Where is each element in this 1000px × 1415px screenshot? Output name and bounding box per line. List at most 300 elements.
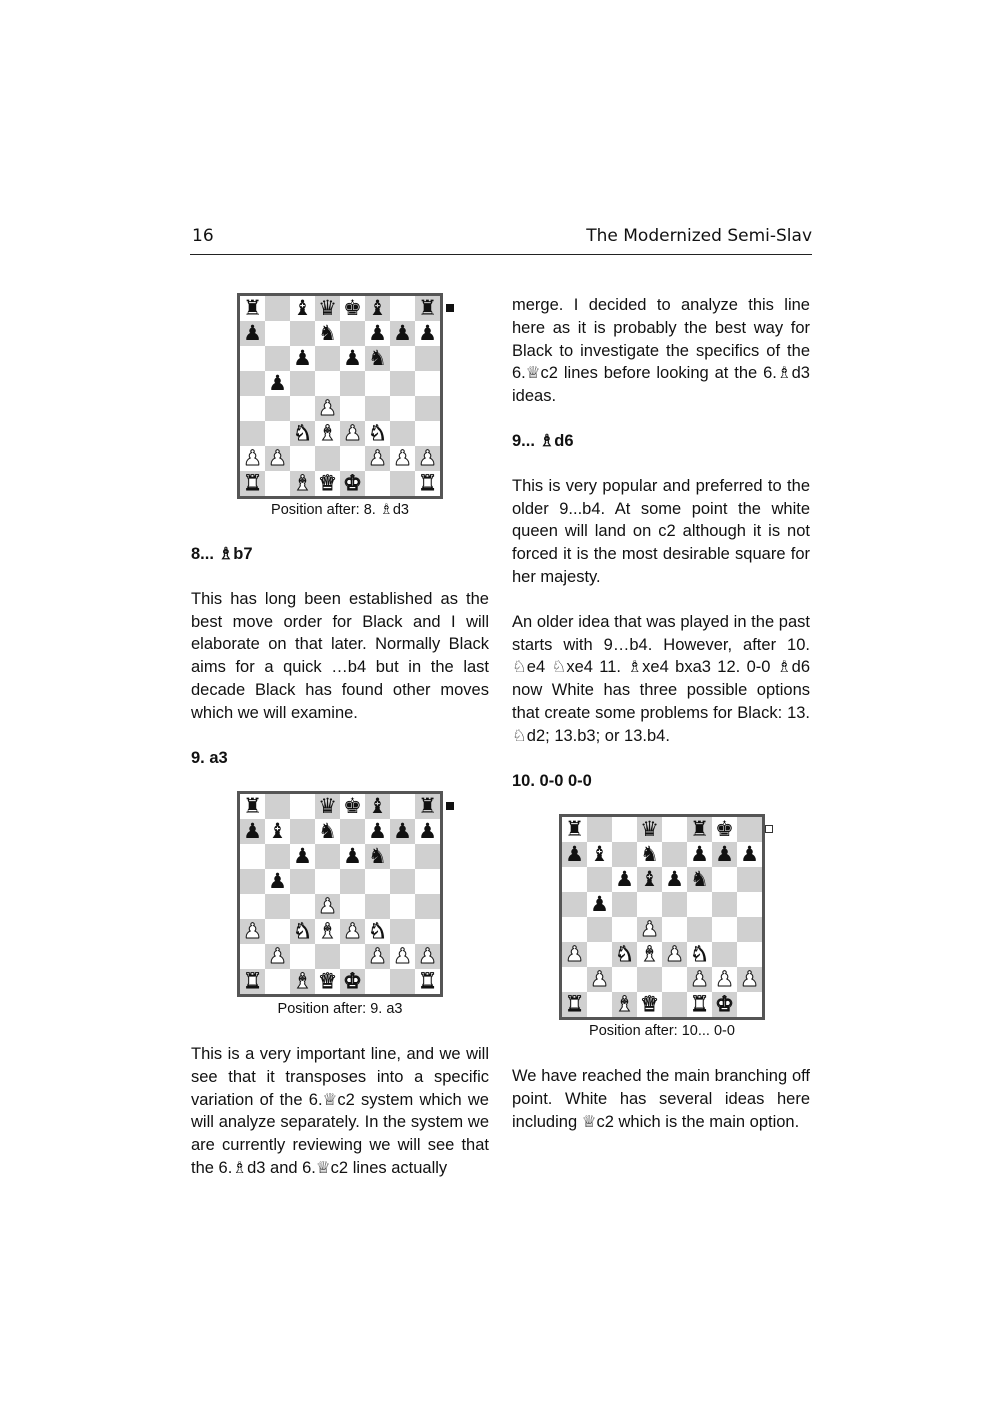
black-pawn-icon: ♟ bbox=[293, 844, 312, 868]
black-knight-icon: ♞ bbox=[318, 321, 337, 345]
square-g2 bbox=[390, 446, 415, 471]
square-g8 bbox=[712, 817, 737, 842]
square-e2 bbox=[662, 967, 687, 992]
square-d1 bbox=[315, 969, 340, 994]
square-d3 bbox=[637, 942, 662, 967]
square-b8 bbox=[265, 794, 290, 819]
white-pawn-icon: ♟ bbox=[418, 944, 437, 968]
white-pawn-icon: ♟ bbox=[243, 446, 262, 470]
white-queen-icon: ♛ bbox=[318, 969, 337, 993]
square-c6 bbox=[612, 867, 637, 892]
white-pawn-icon: ♟ bbox=[740, 967, 759, 991]
square-d8 bbox=[315, 296, 340, 321]
square-g3 bbox=[390, 421, 415, 446]
square-c1 bbox=[290, 969, 315, 994]
white-knight-icon: ♞ bbox=[368, 919, 387, 943]
square-e7 bbox=[340, 321, 365, 346]
square-e4 bbox=[662, 917, 687, 942]
square-c2 bbox=[612, 967, 637, 992]
square-d2 bbox=[637, 967, 662, 992]
square-a4 bbox=[240, 396, 265, 421]
white-pawn-icon: ♟ bbox=[368, 944, 387, 968]
square-e6 bbox=[340, 346, 365, 371]
square-f4 bbox=[687, 917, 712, 942]
black-rook-icon: ♜ bbox=[690, 817, 709, 841]
square-f5 bbox=[365, 869, 390, 894]
square-d6 bbox=[315, 346, 340, 371]
white-bishop-icon: ♝ bbox=[318, 421, 337, 445]
square-a8 bbox=[562, 817, 587, 842]
square-b1 bbox=[587, 992, 612, 1017]
square-c3 bbox=[612, 942, 637, 967]
diagram-caption: Position after: 9. a3 bbox=[277, 1001, 403, 1017]
white-bishop-icon: ♝ bbox=[640, 942, 659, 966]
diagram-caption: Position after: 10... 0-0 bbox=[589, 1023, 735, 1039]
square-g8 bbox=[390, 296, 415, 321]
square-a7 bbox=[562, 842, 587, 867]
black-pawn-icon: ♟ bbox=[243, 321, 262, 345]
chess-board bbox=[237, 293, 443, 499]
right-column-continued bbox=[512, 1065, 810, 1155]
square-e8 bbox=[662, 817, 687, 842]
white-pawn-icon: ♟ bbox=[393, 446, 412, 470]
square-b6 bbox=[265, 844, 290, 869]
square-d1 bbox=[315, 471, 340, 496]
square-d7 bbox=[315, 321, 340, 346]
square-b2 bbox=[587, 967, 612, 992]
square-f5 bbox=[687, 892, 712, 917]
square-g1 bbox=[390, 969, 415, 994]
square-g7 bbox=[390, 321, 415, 346]
right-column bbox=[512, 294, 810, 814]
square-h8 bbox=[737, 817, 762, 842]
black-pawn-icon: ♟ bbox=[243, 819, 262, 843]
black-bishop-icon: ♝ bbox=[268, 819, 287, 843]
black-pawn-icon: ♟ bbox=[418, 321, 437, 345]
square-c1 bbox=[290, 471, 315, 496]
white-pawn-icon: ♟ bbox=[418, 446, 437, 470]
square-g4 bbox=[390, 894, 415, 919]
square-d4 bbox=[315, 396, 340, 421]
square-h5 bbox=[737, 892, 762, 917]
black-pawn-icon: ♟ bbox=[418, 819, 437, 843]
square-b7 bbox=[265, 321, 290, 346]
square-f8 bbox=[365, 296, 390, 321]
white-pawn-icon: ♟ bbox=[243, 919, 262, 943]
square-c5 bbox=[612, 892, 637, 917]
square-h4 bbox=[737, 917, 762, 942]
square-b5 bbox=[265, 869, 290, 894]
square-e6 bbox=[662, 867, 687, 892]
square-g6 bbox=[390, 844, 415, 869]
square-f2 bbox=[365, 944, 390, 969]
square-g3 bbox=[390, 919, 415, 944]
square-a2 bbox=[240, 944, 265, 969]
square-h2 bbox=[737, 967, 762, 992]
black-pawn-icon: ♟ bbox=[665, 867, 684, 891]
square-c7 bbox=[290, 819, 315, 844]
square-a2 bbox=[562, 967, 587, 992]
square-d7 bbox=[315, 819, 340, 844]
body-paragraph: This has long been established as the best move order for Black and I will elaborate on that later. Normally Black aims for a quick …b4 but in the last decade Black has found other moves which we will examine. bbox=[191, 589, 489, 722]
black-pawn-icon: ♟ bbox=[690, 842, 709, 866]
move-heading: 8... ♗b7 bbox=[191, 545, 253, 563]
square-b1 bbox=[265, 471, 290, 496]
white-rook-icon: ♜ bbox=[418, 471, 437, 495]
square-b7 bbox=[265, 819, 290, 844]
body-paragraph: An older idea that was played in the past starts with 9…b4. However, after 10. ♘e4 ♘xe4 11. ♗xe4 bxa3 12. 0-0 ♗d6 now White has three possible options that create some problems for Black: 13. ♘d2; 13.b3; or 13.b4. bbox=[512, 612, 810, 745]
left-column bbox=[191, 543, 489, 791]
square-g1 bbox=[712, 992, 737, 1017]
black-queen-icon: ♛ bbox=[318, 296, 337, 320]
square-a6 bbox=[562, 867, 587, 892]
white-rook-icon: ♜ bbox=[565, 992, 584, 1016]
black-pawn-icon: ♟ bbox=[590, 892, 609, 916]
square-c3 bbox=[290, 421, 315, 446]
square-b5 bbox=[265, 371, 290, 396]
square-a7 bbox=[240, 819, 265, 844]
white-pawn-icon: ♟ bbox=[715, 967, 734, 991]
square-f8 bbox=[687, 817, 712, 842]
diagram-caption: Position after: 8. ♗d3 bbox=[271, 502, 409, 518]
black-pawn-icon: ♟ bbox=[393, 321, 412, 345]
white-queen-icon: ♛ bbox=[640, 992, 659, 1016]
square-c8 bbox=[290, 296, 315, 321]
square-f7 bbox=[687, 842, 712, 867]
white-bishop-icon: ♝ bbox=[293, 969, 312, 993]
square-d4 bbox=[315, 894, 340, 919]
white-king-icon: ♚ bbox=[715, 992, 734, 1016]
black-pawn-icon: ♟ bbox=[343, 346, 362, 370]
page-header bbox=[190, 226, 812, 255]
square-h8 bbox=[415, 296, 440, 321]
square-e1 bbox=[340, 471, 365, 496]
square-g7 bbox=[712, 842, 737, 867]
square-f8 bbox=[365, 794, 390, 819]
black-pawn-icon: ♟ bbox=[393, 819, 412, 843]
black-rook-icon: ♜ bbox=[418, 794, 437, 818]
white-king-icon: ♚ bbox=[343, 969, 362, 993]
square-h1 bbox=[415, 969, 440, 994]
square-b4 bbox=[265, 894, 290, 919]
white-pawn-icon: ♟ bbox=[343, 421, 362, 445]
black-pawn-icon: ♟ bbox=[740, 842, 759, 866]
square-c8 bbox=[612, 817, 637, 842]
black-pawn-icon: ♟ bbox=[368, 819, 387, 843]
white-pawn-icon: ♟ bbox=[665, 942, 684, 966]
square-b2 bbox=[265, 446, 290, 471]
square-a3 bbox=[240, 919, 265, 944]
black-pawn-icon: ♟ bbox=[565, 842, 584, 866]
square-h6 bbox=[415, 346, 440, 371]
square-f6 bbox=[687, 867, 712, 892]
square-a1 bbox=[240, 471, 265, 496]
black-rook-icon: ♜ bbox=[418, 296, 437, 320]
square-f2 bbox=[365, 446, 390, 471]
square-c8 bbox=[290, 794, 315, 819]
square-e2 bbox=[340, 446, 365, 471]
square-e3 bbox=[662, 942, 687, 967]
move-heading: 10. 0-0 0-0 bbox=[512, 771, 592, 790]
black-queen-icon: ♛ bbox=[318, 794, 337, 818]
square-f7 bbox=[365, 321, 390, 346]
black-knight-icon: ♞ bbox=[368, 346, 387, 370]
square-a1 bbox=[562, 992, 587, 1017]
square-h7 bbox=[415, 321, 440, 346]
square-e8 bbox=[340, 794, 365, 819]
square-g7 bbox=[390, 819, 415, 844]
square-c5 bbox=[290, 869, 315, 894]
white-pawn-icon: ♟ bbox=[318, 396, 337, 420]
black-pawn-icon: ♟ bbox=[268, 371, 287, 395]
black-rook-icon: ♜ bbox=[243, 794, 262, 818]
page-number: 16 bbox=[192, 226, 214, 246]
square-f1 bbox=[687, 992, 712, 1017]
chess-diagram-3 bbox=[559, 814, 765, 1020]
square-a4 bbox=[240, 894, 265, 919]
left-column-continued bbox=[191, 1043, 489, 1202]
white-rook-icon: ♜ bbox=[418, 969, 437, 993]
square-a8 bbox=[240, 794, 265, 819]
square-b7 bbox=[587, 842, 612, 867]
black-king-icon: ♚ bbox=[343, 296, 362, 320]
white-pawn-icon: ♟ bbox=[640, 917, 659, 941]
square-h4 bbox=[415, 894, 440, 919]
square-g3 bbox=[712, 942, 737, 967]
running-title: The Modernized Semi-Slav bbox=[586, 226, 812, 246]
square-d2 bbox=[315, 446, 340, 471]
square-g2 bbox=[390, 944, 415, 969]
square-g4 bbox=[390, 396, 415, 421]
square-f7 bbox=[365, 819, 390, 844]
square-e3 bbox=[340, 919, 365, 944]
square-b5 bbox=[587, 892, 612, 917]
square-a2 bbox=[240, 446, 265, 471]
black-king-icon: ♚ bbox=[343, 794, 362, 818]
square-f1 bbox=[365, 969, 390, 994]
square-h7 bbox=[415, 819, 440, 844]
square-e2 bbox=[340, 944, 365, 969]
square-a3 bbox=[562, 942, 587, 967]
white-bishop-icon: ♝ bbox=[293, 471, 312, 495]
square-f4 bbox=[365, 894, 390, 919]
black-queen-icon: ♛ bbox=[640, 817, 659, 841]
square-d1 bbox=[637, 992, 662, 1017]
black-knight-icon: ♞ bbox=[368, 844, 387, 868]
square-b8 bbox=[587, 817, 612, 842]
square-a8 bbox=[240, 296, 265, 321]
square-b2 bbox=[265, 944, 290, 969]
square-e7 bbox=[662, 842, 687, 867]
square-b6 bbox=[265, 346, 290, 371]
square-c2 bbox=[290, 446, 315, 471]
square-e1 bbox=[340, 969, 365, 994]
white-knight-icon: ♞ bbox=[293, 421, 312, 445]
square-a5 bbox=[240, 371, 265, 396]
side-to-move-marker bbox=[446, 802, 454, 810]
square-e5 bbox=[662, 892, 687, 917]
black-pawn-icon: ♟ bbox=[293, 346, 312, 370]
square-c3 bbox=[290, 919, 315, 944]
square-b3 bbox=[587, 942, 612, 967]
square-a1 bbox=[240, 969, 265, 994]
square-c7 bbox=[290, 321, 315, 346]
square-b8 bbox=[265, 296, 290, 321]
white-rook-icon: ♜ bbox=[243, 471, 262, 495]
square-c1 bbox=[612, 992, 637, 1017]
white-pawn-icon: ♟ bbox=[690, 967, 709, 991]
white-pawn-icon: ♟ bbox=[590, 967, 609, 991]
chess-diagram-2 bbox=[237, 791, 443, 997]
black-pawn-icon: ♟ bbox=[715, 842, 734, 866]
white-knight-icon: ♞ bbox=[690, 942, 709, 966]
body-paragraph: This is a very important line, and we will see that it transposes into a specific variation of the 6.♕c2 system which we will analyze separately. In the system we are currently reviewing we will see that the 6.♗d3 and 6.♕c2 lines actually bbox=[191, 1045, 489, 1177]
square-a3 bbox=[240, 421, 265, 446]
move-heading: 9. a3 bbox=[191, 748, 228, 767]
square-g5 bbox=[390, 371, 415, 396]
square-h4 bbox=[415, 396, 440, 421]
black-knight-icon: ♞ bbox=[690, 867, 709, 891]
chess-board bbox=[237, 791, 443, 997]
black-bishop-icon: ♝ bbox=[368, 296, 387, 320]
square-g6 bbox=[712, 867, 737, 892]
square-d5 bbox=[315, 869, 340, 894]
square-g1 bbox=[390, 471, 415, 496]
square-d3 bbox=[315, 421, 340, 446]
black-knight-icon: ♞ bbox=[640, 842, 659, 866]
square-c4 bbox=[290, 894, 315, 919]
square-d4 bbox=[637, 917, 662, 942]
square-f1 bbox=[365, 471, 390, 496]
square-f4 bbox=[365, 396, 390, 421]
white-pawn-icon: ♟ bbox=[343, 919, 362, 943]
white-bishop-icon: ♝ bbox=[318, 919, 337, 943]
white-pawn-icon: ♟ bbox=[393, 944, 412, 968]
square-e5 bbox=[340, 869, 365, 894]
square-c4 bbox=[612, 917, 637, 942]
square-h3 bbox=[415, 421, 440, 446]
black-pawn-icon: ♟ bbox=[615, 867, 634, 891]
square-f3 bbox=[365, 421, 390, 446]
white-queen-icon: ♛ bbox=[318, 471, 337, 495]
square-a5 bbox=[240, 869, 265, 894]
white-pawn-icon: ♟ bbox=[268, 446, 287, 470]
square-d5 bbox=[315, 371, 340, 396]
square-h3 bbox=[737, 942, 762, 967]
square-a6 bbox=[240, 844, 265, 869]
black-pawn-icon: ♟ bbox=[268, 869, 287, 893]
body-paragraph: This is very popular and preferred to the older 9...b4. At some point the white queen will land on c2 although it is not forced it is the most desirable square for her majesty. bbox=[512, 476, 810, 586]
black-pawn-icon: ♟ bbox=[368, 321, 387, 345]
square-b3 bbox=[265, 421, 290, 446]
square-h6 bbox=[415, 844, 440, 869]
square-e4 bbox=[340, 396, 365, 421]
square-d2 bbox=[315, 944, 340, 969]
white-pawn-icon: ♟ bbox=[318, 894, 337, 918]
square-b1 bbox=[265, 969, 290, 994]
square-e4 bbox=[340, 894, 365, 919]
square-h5 bbox=[415, 869, 440, 894]
square-b6 bbox=[587, 867, 612, 892]
black-rook-icon: ♜ bbox=[565, 817, 584, 841]
white-king-icon: ♚ bbox=[343, 471, 362, 495]
square-b4 bbox=[265, 396, 290, 421]
body-paragraph: We have reached the main branching off point. White has several ideas here including ♕c2 which is the main option. bbox=[512, 1067, 810, 1131]
white-pawn-icon: ♟ bbox=[368, 446, 387, 470]
black-bishop-icon: ♝ bbox=[293, 296, 312, 320]
square-c6 bbox=[290, 346, 315, 371]
white-rook-icon: ♜ bbox=[243, 969, 262, 993]
square-d6 bbox=[637, 867, 662, 892]
square-f3 bbox=[687, 942, 712, 967]
black-knight-icon: ♞ bbox=[318, 819, 337, 843]
white-bishop-icon: ♝ bbox=[615, 992, 634, 1016]
square-d3 bbox=[315, 919, 340, 944]
square-h3 bbox=[415, 919, 440, 944]
square-f5 bbox=[365, 371, 390, 396]
square-c5 bbox=[290, 371, 315, 396]
square-f3 bbox=[365, 919, 390, 944]
square-e6 bbox=[340, 844, 365, 869]
square-h6 bbox=[737, 867, 762, 892]
black-rook-icon: ♜ bbox=[243, 296, 262, 320]
square-a5 bbox=[562, 892, 587, 917]
move-heading: 9... ♗d6 bbox=[512, 431, 574, 450]
square-h1 bbox=[415, 471, 440, 496]
white-knight-icon: ♞ bbox=[615, 942, 634, 966]
square-c6 bbox=[290, 844, 315, 869]
square-g5 bbox=[390, 869, 415, 894]
square-a4 bbox=[562, 917, 587, 942]
square-d5 bbox=[637, 892, 662, 917]
square-g5 bbox=[712, 892, 737, 917]
square-e8 bbox=[340, 296, 365, 321]
square-h8 bbox=[415, 794, 440, 819]
white-rook-icon: ♜ bbox=[690, 992, 709, 1016]
side-to-move-marker bbox=[765, 825, 773, 833]
white-knight-icon: ♞ bbox=[368, 421, 387, 445]
black-pawn-icon: ♟ bbox=[343, 844, 362, 868]
black-bishop-icon: ♝ bbox=[640, 867, 659, 891]
square-c4 bbox=[290, 396, 315, 421]
black-bishop-icon: ♝ bbox=[590, 842, 609, 866]
square-e1 bbox=[662, 992, 687, 1017]
square-d8 bbox=[637, 817, 662, 842]
square-c7 bbox=[612, 842, 637, 867]
square-e7 bbox=[340, 819, 365, 844]
square-h5 bbox=[415, 371, 440, 396]
square-f6 bbox=[365, 346, 390, 371]
white-knight-icon: ♞ bbox=[293, 919, 312, 943]
square-h7 bbox=[737, 842, 762, 867]
square-h2 bbox=[415, 446, 440, 471]
square-d7 bbox=[637, 842, 662, 867]
square-a7 bbox=[240, 321, 265, 346]
square-e3 bbox=[340, 421, 365, 446]
square-g8 bbox=[390, 794, 415, 819]
square-d6 bbox=[315, 844, 340, 869]
square-c2 bbox=[290, 944, 315, 969]
square-g2 bbox=[712, 967, 737, 992]
square-h2 bbox=[415, 944, 440, 969]
black-bishop-icon: ♝ bbox=[368, 794, 387, 818]
square-e5 bbox=[340, 371, 365, 396]
square-h1 bbox=[737, 992, 762, 1017]
side-to-move-marker bbox=[446, 304, 454, 312]
square-g6 bbox=[390, 346, 415, 371]
chess-board bbox=[559, 814, 765, 1020]
body-paragraph: merge. I decided to analyze this line here as it is probably the best way for Black to investigate the specifics of the 6.♕c2 lines before looking at the 6.♗d3 ideas. bbox=[512, 296, 810, 406]
